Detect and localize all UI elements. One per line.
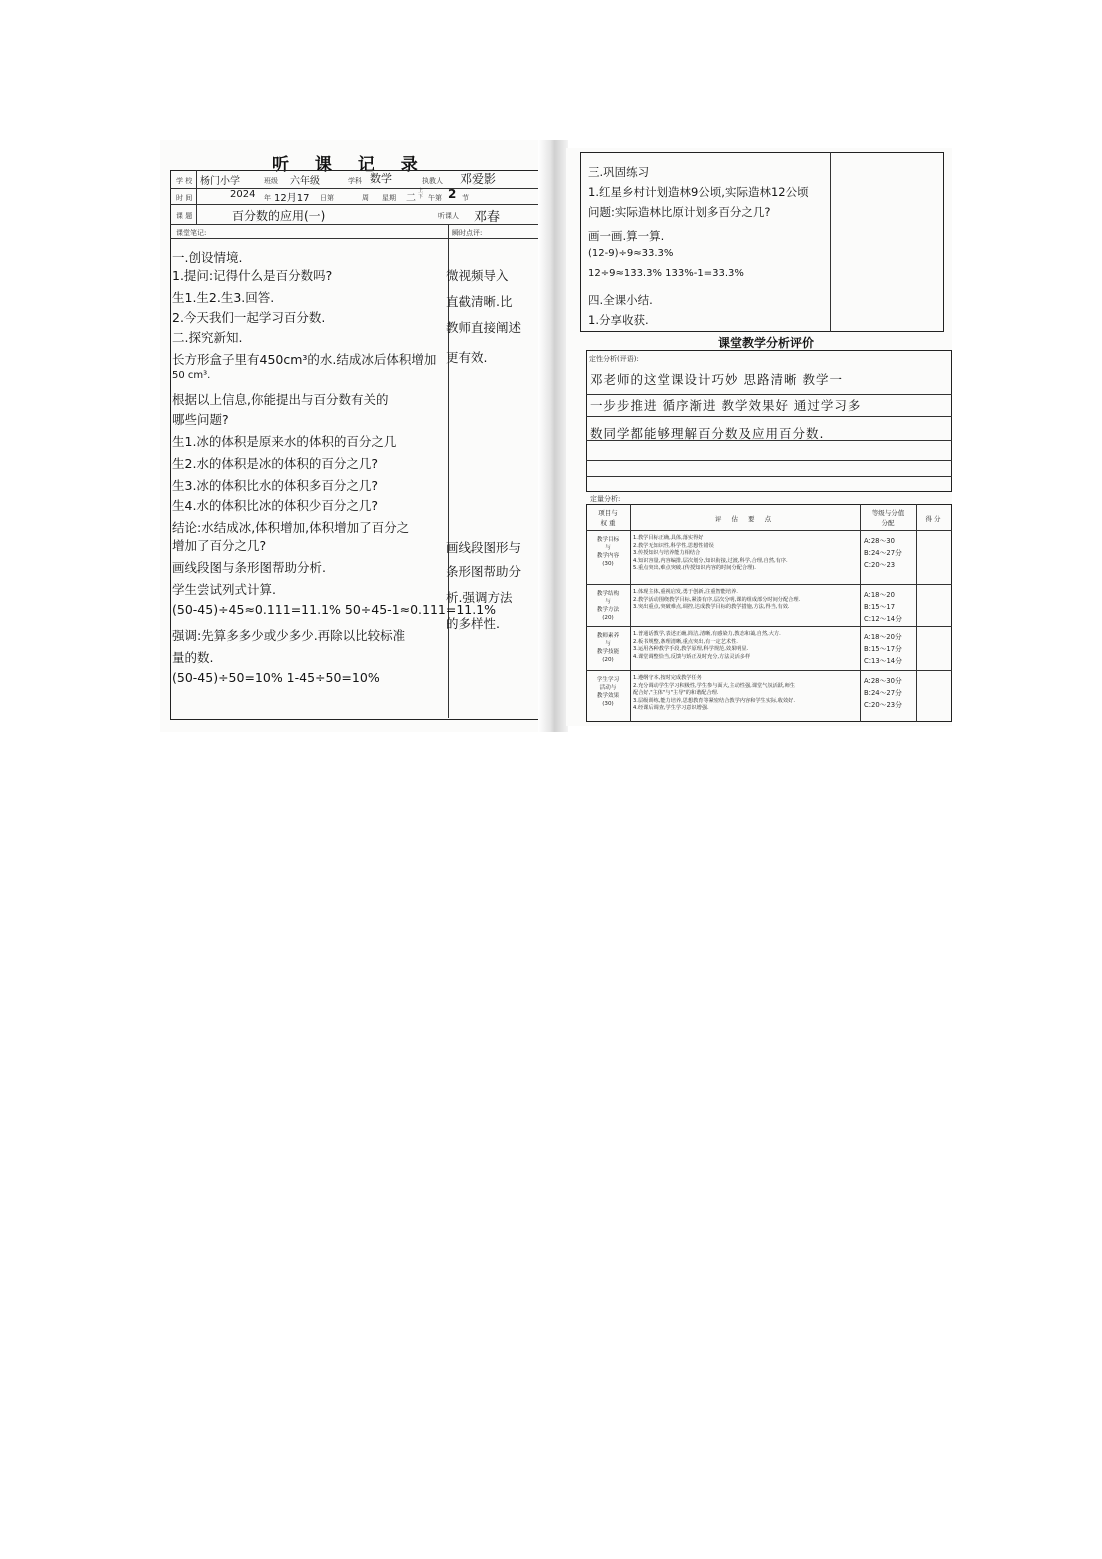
note-line: 结论:水结成冰,体积增加,体积增加了百分之 <box>172 520 410 535</box>
practice-line: 1.分享收获. <box>588 313 649 327</box>
teacher-value: 邓爱影 <box>460 172 497 186</box>
note-line: 学生尝试列式计算. <box>172 582 276 597</box>
practice-line: 四.全课小结. <box>588 293 653 307</box>
header-score: 得 分 <box>925 515 941 523</box>
comment-line: 一步步推进 循序渐进 教学效果好 通过学习多 <box>590 398 862 413</box>
note-line: 画线段图与条形图帮助分析. <box>172 560 326 575</box>
criteria-point: 2.板书规整,条理清晰,重点突出,有一定艺术性. <box>633 638 738 645</box>
criteria-grade: C:20～23 <box>864 561 896 569</box>
topic-label: 课 题 <box>176 212 193 220</box>
class-label: 班级 <box>264 177 278 185</box>
header-points: 评 估 要 点 <box>714 515 776 523</box>
criteria-grade: B:24～27分 <box>864 689 902 697</box>
criteria-point: 1.普通话教学,表述正确,简洁,清晰,有感染力,教态和蔼,自然,大方. <box>633 631 781 637</box>
practice-line: 1.红星乡村计划造林9公顷,实际造林12公顷 <box>588 185 809 199</box>
criteria-point: 2.教学无知识性,科学性,思想性错误 <box>633 542 714 549</box>
header-grade: 等级与分值 分配 <box>871 509 905 527</box>
header-item: 项目与 权 重 <box>598 509 618 527</box>
note-line: 生3.冰的体积比水的体积多百分之几? <box>172 478 379 493</box>
criteria-grade: C:13～14分 <box>864 657 902 665</box>
criteria-point: 4.课堂调整恰当,反馈与矫正及时充分,方法灵活多样 <box>633 653 751 660</box>
note-line: 50 cm³. <box>172 370 211 381</box>
ampm-value: 上 下 <box>418 188 424 200</box>
topic-value: 百分数的应用(一) <box>232 209 326 223</box>
comment-line: 条形图帮助分 <box>446 564 522 579</box>
criteria-point: 3.运用各种教学手段,教学原理,科学规范,效果明显. <box>633 646 749 652</box>
grade-value: 六年级 <box>290 176 320 187</box>
comment-line: 的多样性. <box>446 616 500 631</box>
comment-line: 析.强调方法 <box>446 590 513 605</box>
criteria-point: 2.充分调动学生学习积极性,学生参与面大,主动性强,课堂气氛活跃,师生 <box>633 682 795 689</box>
note-line: 一.创设情境. <box>172 250 243 265</box>
criteria-point: 3.层级训练,能力培养,思想教育等紧密结合教学内容和学生实际,收效好. <box>633 697 795 704</box>
criteria-point: 3.传授知识与培养能力相结合 <box>633 550 701 556</box>
weekday-value: 二 <box>406 193 416 204</box>
note-line: (50-45)÷45≈0.111=11.1% 50÷45-1≈0.111=11.1% <box>172 602 497 617</box>
record-title: 听 课 记 录 <box>272 155 428 175</box>
practice-line: 三.巩固练习 <box>588 165 650 179</box>
criteria-item: 教学结构 与 教学方法 (20) <box>596 591 620 621</box>
school-value: 杨门小学 <box>200 176 240 187</box>
practice-line: (12-9)÷9≈33.3% <box>588 248 674 259</box>
criteria-point: 4.知识容量,内容编排,层次划分,知识衔接,过渡,科学,合理,自然,有序. <box>633 557 788 564</box>
criteria-grade: B:15～17 <box>864 603 896 611</box>
period-value: 2 <box>448 187 457 201</box>
note-line: 根据以上信息,你能提出与百分数有关的 <box>172 392 389 407</box>
criteria-grade: C:12～14分 <box>864 615 902 623</box>
note-line: 二.探究新知. <box>172 330 243 345</box>
page-fold <box>538 140 568 732</box>
listener-value: 邓春 <box>474 210 501 225</box>
criteria-item: 教师素养 与 教学技能 (20) <box>596 633 620 663</box>
criteria-point: 1.教学目标正确,具体,落实得好 <box>633 535 704 541</box>
comment-line: 微视频导入 <box>446 268 509 283</box>
date-value: 12月17 <box>274 193 310 204</box>
time-label: 时 间 <box>176 194 193 202</box>
criteria-grade: B:24～27分 <box>864 549 902 557</box>
practice-line: 12÷9≈133.3% 133%-1=33.3% <box>588 268 744 279</box>
evaluation-page <box>566 148 952 726</box>
lesson-record-page: 听 课 记 录 学 校 杨门小学 班级 六年级 学科 数学 执教人 邓爱影 时 间 2024 年 12月17 日第 周 星期 二 上 下 午第 2 节 课 题 百分数的应用(一) 听课人 邓春 课堂笔记: 瞬时点评: 一.创设情境. 1.提问:记得什么是百分数吗? 生1.生2.生3.回答. 2.今天我们一起学习百分数. 二.探究新知. 长方形盒子里有450cm³的水.结成冰后体积增加 50 cm³. 根据以上信息,你能提出与百分数有关的 哪些问题? 生1.冰的体积是原来水的体积的百分之几 生2.水的体积是冰的体积的百分之几? 生3.冰的体积比水的体积多百分之几? 生4.水的体积比冰的体积少百分之几? 结论:水结成冰,体积增加,体积增加了百分之 增加了百分之几? 画线段图与条形图帮助分析. 学生尝试列式计算. (50-45)÷45≈0.111=11.1% 50÷45-1≈0.111=11.1% 强调:先算多多少或少多少.再除以比较标准 量的数. (50-45)÷50=10% 1-45÷50=10% 微视频导入 直截清晰.比 教师直接阐述 更有效. 画线段图形与 条形图帮助分 析.强调方法 的多样性. <box>160 140 544 732</box>
comment-line: 更有效. <box>446 350 488 365</box>
criteria-point: 1.遵纲守本,按时完成教学任务 <box>633 675 702 681</box>
note-line: 强调:先算多多少或少多少.再除以比较标准 <box>172 628 406 643</box>
criteria-grade: C:20～23分 <box>864 701 902 709</box>
criteria-point: 4.经课后调查,学生学习意识增强. <box>633 705 709 711</box>
subject-value: 数学 <box>370 172 392 185</box>
comment-line: 教师直接阐述 <box>446 320 522 335</box>
notes-label: 课堂笔记: <box>176 229 207 237</box>
evaluation-title: 课堂教学分析评价 <box>717 336 814 350</box>
listener-label: 听课人 <box>438 212 459 220</box>
criteria-grade: A:28～30 <box>864 537 895 545</box>
comments-label: 瞬时点评: <box>452 229 483 237</box>
teacher-label: 执教人 <box>422 177 443 185</box>
comment-line: 画线段图形与 <box>446 540 522 555</box>
subject-label: 学科 <box>348 177 362 185</box>
note-line: 生1.生2.生3.回答. <box>172 290 275 305</box>
note-line: 量的数. <box>172 650 214 665</box>
criteria-grade: B:15～17分 <box>864 645 902 653</box>
qualitative-label: 定性分析(评语): <box>589 355 639 363</box>
note-line: 生4.水的体积比冰的体积少百分之几? <box>172 498 379 513</box>
comment-line: 数同学都能够理解百分数及应用百分数. <box>590 426 825 441</box>
note-line: 1.提问:记得什么是百分数吗? <box>172 268 333 283</box>
criteria-item: 学生学习 活动与 教学效果 (30) <box>596 677 620 707</box>
quantitative-label: 定量分析: <box>590 495 621 503</box>
note-line: 生2.水的体积是冰的体积的百分之几? <box>172 456 379 471</box>
criteria-grade: A:28～30分 <box>864 677 902 685</box>
practice-line: 问题:实际造林比原计划多百分之几? <box>588 205 771 219</box>
criteria-grade: A:18～20分 <box>864 633 902 641</box>
note-line: 生1.冰的体积是原来水的体积的百分之几 <box>172 434 397 449</box>
note-line: 2.今天我们一起学习百分数. <box>172 310 326 325</box>
note-line: (50-45)÷50=10% 1-45÷50=10% <box>172 670 380 685</box>
criteria-point: 2.教学活动围绕教学目标,紧凑有序,层次分明,课的组成部分时间分配合理. <box>633 596 801 603</box>
criteria-point: 3.突出重点,突破难点,调控,达成教学目标的教学措施,方法,得当,有效. <box>633 604 790 610</box>
criteria-point: 配合好,"主体"与"主导"的和谐配合理. <box>633 690 719 696</box>
note-line: 增加了百分之几? <box>172 538 267 553</box>
criteria-point: 1.体现主体,重视启发,勇于创新,注重智能培养. <box>633 589 738 595</box>
year-value: 2024 <box>230 189 256 200</box>
comment-line: 直截清晰.比 <box>446 294 513 309</box>
comment-line: 邓老师的这堂课设计巧妙 思路清晰 教学一 <box>590 372 843 387</box>
note-line: 长方形盒子里有450cm³的水.结成冰后体积增加 <box>172 352 437 367</box>
criteria-grade: A:18～20 <box>864 591 895 599</box>
school-label: 学 校 <box>176 177 193 185</box>
note-line: 哪些问题? <box>172 412 229 427</box>
practice-line: 画一画.算一算. <box>588 229 665 243</box>
criteria-point: 5.重点突出,难点突破.(传授知识内容的时间分配合理). <box>633 565 756 571</box>
criteria-item: 教学目标 与 教学内容 (30) <box>596 537 620 567</box>
